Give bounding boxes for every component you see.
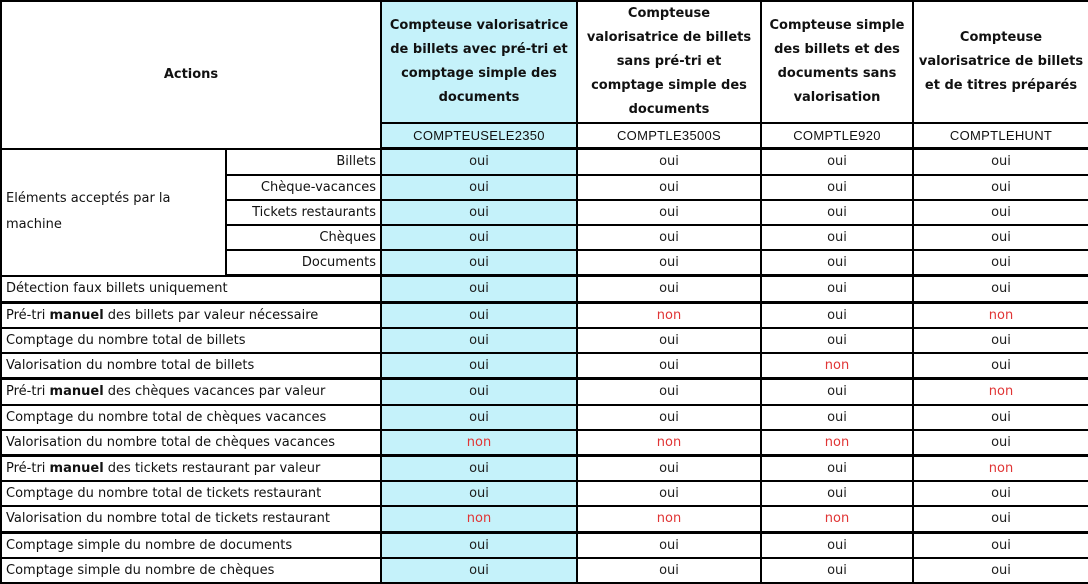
cell-value: oui xyxy=(761,379,913,405)
cell-value: oui xyxy=(381,276,577,303)
cell-value: oui xyxy=(381,149,577,175)
cell-value: oui xyxy=(913,175,1088,200)
cell-value: oui xyxy=(761,302,913,328)
table-row xyxy=(1,506,1088,532)
cell-value: oui xyxy=(913,430,1088,456)
model-name: COMPTLEHUNT xyxy=(913,123,1088,149)
machine-item-label: Chèque-vacances xyxy=(226,175,381,200)
cell-value: oui xyxy=(913,200,1088,225)
cell-value: oui xyxy=(381,532,577,558)
cell-value: oui xyxy=(577,353,761,379)
table-row xyxy=(1,405,1088,430)
cell-value: oui xyxy=(577,225,761,250)
table-row xyxy=(1,379,1088,405)
label-text: Pré-tri xyxy=(6,307,50,323)
cell-value: oui xyxy=(577,455,761,481)
cell-value: oui xyxy=(381,481,577,506)
action-row-label xyxy=(1,302,381,328)
cell-value: non xyxy=(761,430,913,456)
cell-value: oui xyxy=(913,250,1088,276)
machine-item-label: Tickets restaurants xyxy=(226,200,381,225)
label-text: Valorisation du nombre total de tickets restaurant xyxy=(6,511,331,527)
table-row xyxy=(1,481,1088,506)
cell-value: oui xyxy=(381,225,577,250)
action-row-label xyxy=(1,430,381,456)
action-row-label xyxy=(1,276,381,303)
label-text: Détection faux billets uniquement xyxy=(6,281,228,297)
cell-value: oui xyxy=(761,455,913,481)
cell-value: oui xyxy=(381,200,577,225)
cell-value: oui xyxy=(577,532,761,558)
cell-value: non xyxy=(761,353,913,379)
cell-value: oui xyxy=(913,405,1088,430)
cell-value: oui xyxy=(913,149,1088,175)
label-bold-text: manuel xyxy=(49,461,104,477)
label-text: Valorisation du nombre total de billets xyxy=(6,358,255,374)
cell-value: oui xyxy=(913,532,1088,558)
actions-header: Actions xyxy=(1,1,381,149)
cell-value: oui xyxy=(577,200,761,225)
label-text: Pré-tri xyxy=(6,384,50,400)
cell-value: oui xyxy=(761,250,913,276)
table-row xyxy=(1,430,1088,456)
column-header-comptlehunt: Compteuse valorisatrice de billets et de titres préparés xyxy=(913,1,1088,123)
cell-value: oui xyxy=(913,506,1088,532)
cell-value: oui xyxy=(381,405,577,430)
action-row-label xyxy=(1,379,381,405)
header-row xyxy=(1,1,1088,123)
label-text: Comptage simple du nombre de chèques xyxy=(6,562,275,578)
table-row xyxy=(1,302,1088,328)
action-row-label xyxy=(1,455,381,481)
cell-value: oui xyxy=(381,558,577,583)
label-text: Comptage simple du nombre de documents xyxy=(6,537,293,553)
cell-value: non xyxy=(913,302,1088,328)
label-bold-text: manuel xyxy=(49,384,104,400)
cell-value: oui xyxy=(381,455,577,481)
cell-value: oui xyxy=(577,175,761,200)
cell-value: oui xyxy=(913,225,1088,250)
table-row xyxy=(1,455,1088,481)
cell-value: oui xyxy=(381,302,577,328)
label-text: Pré-tri xyxy=(6,461,50,477)
cell-value: oui xyxy=(577,481,761,506)
label-text: Comptage du nombre total de chèques vacances xyxy=(6,409,327,425)
cell-value: oui xyxy=(761,405,913,430)
cell-value: oui xyxy=(913,481,1088,506)
model-name: COMPTEUSELE2350 xyxy=(381,123,577,149)
cell-value: oui xyxy=(577,276,761,303)
model-name: COMPTLE920 xyxy=(761,123,913,149)
action-row-label xyxy=(1,532,381,558)
cell-value: oui xyxy=(761,175,913,200)
cell-value: non xyxy=(913,379,1088,405)
cell-value: oui xyxy=(761,276,913,303)
cell-value: non xyxy=(761,506,913,532)
label-text: Comptage du nombre total de tickets restaurant xyxy=(6,486,322,502)
table-row xyxy=(1,276,1088,303)
machine-group-label: Eléments acceptés par la machine xyxy=(1,149,226,276)
table-row xyxy=(1,328,1088,353)
cell-value: oui xyxy=(913,558,1088,583)
machine-item-label: Billets xyxy=(226,149,381,175)
cell-value: oui xyxy=(381,250,577,276)
label-text: Valorisation du nombre total de chèques vacances xyxy=(6,434,336,450)
cell-value: oui xyxy=(761,225,913,250)
cell-value: oui xyxy=(913,328,1088,353)
action-row-label xyxy=(1,405,381,430)
cell-value: oui xyxy=(761,558,913,583)
cell-value: oui xyxy=(761,328,913,353)
cell-value: oui xyxy=(761,200,913,225)
table-row xyxy=(1,532,1088,558)
cell-value: non xyxy=(381,430,577,456)
cell-value: oui xyxy=(577,379,761,405)
table-row xyxy=(1,558,1088,583)
cell-value: non xyxy=(577,430,761,456)
cell-value: oui xyxy=(577,328,761,353)
cell-value: oui xyxy=(577,558,761,583)
cell-value: oui xyxy=(381,379,577,405)
machine-item-label: Chèques xyxy=(226,225,381,250)
label-text: des tickets restaurant par valeur xyxy=(103,461,321,477)
label-bold-text: manuel xyxy=(49,307,104,323)
action-row-label xyxy=(1,481,381,506)
cell-value: non xyxy=(577,506,761,532)
action-row-label xyxy=(1,506,381,532)
cell-value: non xyxy=(913,455,1088,481)
table-row xyxy=(1,353,1088,379)
cell-value: oui xyxy=(761,149,913,175)
label-text: des billets par valeur nécessaire xyxy=(103,307,319,323)
action-row-label xyxy=(1,328,381,353)
model-name: COMPTLE3500S xyxy=(577,123,761,149)
cell-value: oui xyxy=(761,481,913,506)
cell-value: oui xyxy=(577,405,761,430)
cell-value: oui xyxy=(913,353,1088,379)
cell-value: non xyxy=(577,302,761,328)
machine-item-label: Documents xyxy=(226,250,381,276)
column-header-comptle920: Compteuse simple des billets et des documents sans valorisation xyxy=(761,1,913,123)
label-text: des chèques vacances par valeur xyxy=(103,384,326,400)
label-text: Comptage du nombre total de billets xyxy=(6,332,246,348)
cell-value: oui xyxy=(761,532,913,558)
column-header-compteusele2350: Compteuse valorisatrice de billets avec pré-tri et comptage simple des documents xyxy=(381,1,577,123)
cell-value: oui xyxy=(381,175,577,200)
action-row-label xyxy=(1,558,381,583)
cell-value: oui xyxy=(577,250,761,276)
cell-value: oui xyxy=(381,328,577,353)
column-header-comptle3500s: Compteuse valorisatrice de billets sans pré-tri et comptage simple des documents xyxy=(577,1,761,123)
cell-value: oui xyxy=(913,276,1088,303)
cell-value: oui xyxy=(381,353,577,379)
cell-value: oui xyxy=(577,149,761,175)
cell-value: non xyxy=(381,506,577,532)
action-row-label xyxy=(1,353,381,379)
table-row xyxy=(1,149,1088,175)
